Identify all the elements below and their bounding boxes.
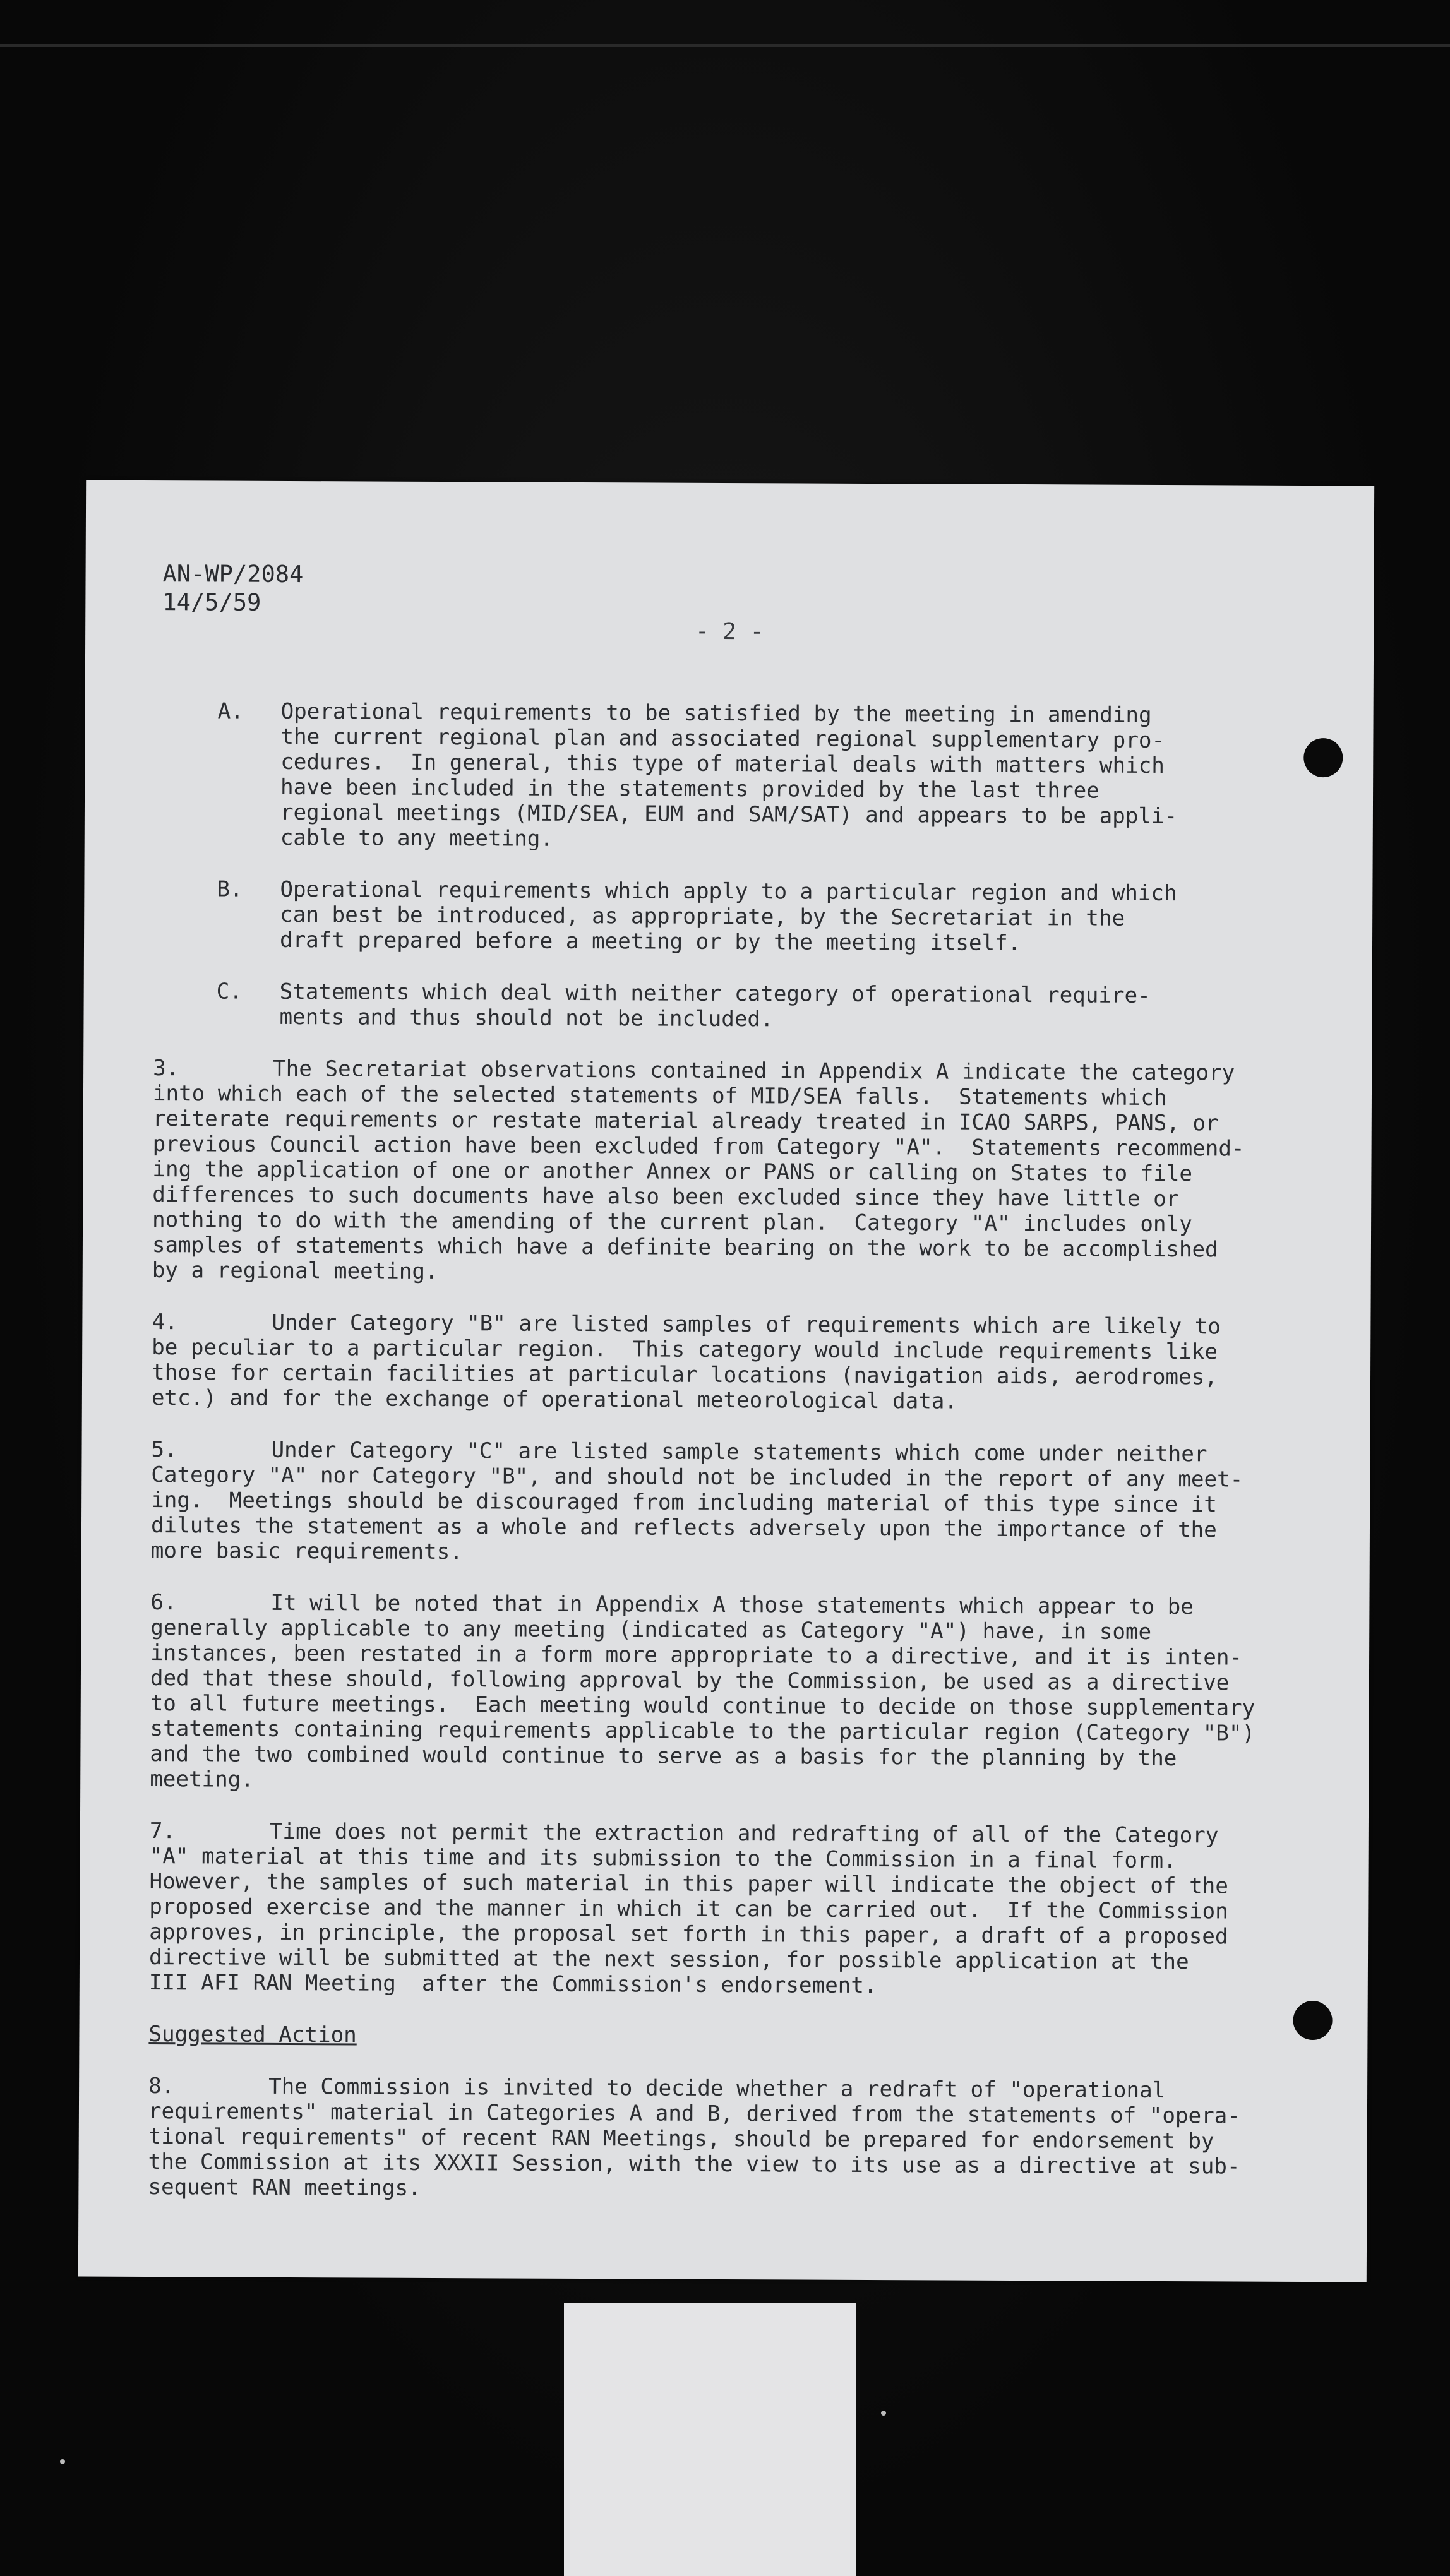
item-marker: 8.: [148, 2073, 175, 2099]
item-marker: C.: [216, 979, 243, 1005]
text-line: those for certain facilities at particular locations (navigation aids, aerodromes,: [151, 1360, 1218, 1390]
text-line: draft prepared before a meeting or by the meeting itself.: [279, 927, 1021, 957]
text-line: ments and thus should not be included.: [279, 1004, 774, 1032]
item-marker: B.: [217, 876, 243, 902]
text-line: ded that these should, following approval by the Commission, be used as a directive: [150, 1666, 1230, 1696]
text-line: the current regional plan and associated regional supplementary pro-: [280, 724, 1165, 754]
text-line: statements containing requirements applicable to the particular region (Category "B"): [150, 1716, 1255, 1746]
document-header: [162, 559, 303, 617]
item-text: [154, 698, 1310, 855]
text-line: Category "A" nor Category "B", and should not be included in the report of any meet-: [151, 1462, 1243, 1493]
text-line: into which each of the selected statements of MID/SEA falls. Statements which: [152, 1081, 1167, 1111]
item-text: [150, 1590, 1306, 1797]
text-line: tional requirements" of recent RAN Meetings, should be prepared for endorsement by: [148, 2124, 1214, 2154]
item-marker: 5.: [151, 1437, 177, 1463]
text-line: the Commission at its XXXII Session, with the view to its use as a directive at sub-: [148, 2149, 1240, 2179]
text-line: be peculiar to a particular region. This category would include requirements like: [152, 1335, 1218, 1365]
paper-stub: [564, 2303, 856, 2576]
item-text: [149, 1818, 1305, 2000]
section-heading: Suggested Action: [148, 2022, 357, 2048]
list-item: [153, 979, 1309, 1034]
text-line: cable to any meeting.: [280, 825, 554, 852]
text-line: approves, in principle, the proposal set forth in this paper, a draft of a proposed: [149, 1919, 1228, 1950]
text-line: previous Council action have been excluded from Category "A". Statements recommend-: [152, 1131, 1245, 1162]
document-page: [78, 480, 1374, 2282]
text-line: differences to such documents have also been excluded since they have little or: [152, 1182, 1180, 1212]
text-line: sequent RAN meetings.: [148, 2174, 421, 2201]
item-marker: 3.: [153, 1056, 179, 1082]
text-line: It will be noted that in Appendix A those statements which appear to be: [270, 1590, 1194, 1620]
text-line: The Commission is invited to decide whether a redraft of "operational: [268, 2073, 1166, 2104]
item-text: [151, 1437, 1307, 1568]
text-line: Time does not permit the extraction and redrafting of all of the Category: [269, 1818, 1219, 1849]
numbered-paragraph: [151, 1437, 1307, 1568]
dust-speck: [881, 2411, 886, 2416]
text-line: proposed exercise and the manner in which it can be carried out. If the Commission: [149, 1894, 1228, 1924]
text-line: Operational requirements to be satisfied by the meeting in amending: [280, 698, 1152, 728]
item-marker: 4.: [152, 1309, 178, 1335]
text-line: cedures. In general, this type of material deals with matters which: [280, 749, 1165, 779]
document-date: 14/5/59: [162, 588, 261, 616]
item-marker: 7.: [149, 1818, 176, 1844]
text-line: have been included in the statements provided by the last three: [280, 774, 1099, 804]
text-line: reiterate requirements or restate material already treated in ICAO SARPS, PANS, or: [152, 1106, 1219, 1136]
item-text: [148, 2073, 1304, 2205]
page-number: - 2 -: [695, 618, 764, 645]
numbered-paragraph: [150, 1590, 1306, 1797]
item-text: [153, 876, 1310, 957]
list-item: [153, 876, 1310, 957]
text-line: samples of statements which have a definite bearing on the work to be accomplished: [152, 1232, 1218, 1263]
text-line: "A" material at this time and its submission to the Commission in a final form.: [149, 1844, 1177, 1874]
item-text: [153, 979, 1309, 1034]
scan-edge-line: [0, 44, 1450, 47]
item-marker: 6.: [150, 1590, 177, 1616]
text-line: can best be introduced, as appropriate, by the Secretariat in the: [280, 902, 1125, 931]
dust-speck: [60, 2459, 65, 2464]
text-line: instances, been restated in a form more appropriate to a directive, and it is inten-: [150, 1640, 1243, 1671]
text-line: Under Category "C" are listed sample statements which come under neither: [271, 1437, 1207, 1467]
numbered-paragraph: [152, 1056, 1309, 1288]
text-line: generally applicable to any meeting (indicated as Category "A") have, in some: [150, 1615, 1152, 1645]
text-line: and the two combined would continue to serve as a basis for the planning by the: [150, 1741, 1177, 1772]
text-line: meeting.: [150, 1767, 254, 1792]
list-item: [154, 698, 1310, 855]
numbered-paragraph: [152, 1309, 1308, 1416]
document-body: [148, 698, 1310, 2231]
text-line: Under Category "B" are listed samples of requirements which are likely to: [272, 1309, 1221, 1340]
item-text: [152, 1056, 1309, 1288]
text-line: Statements which deal with neither category of operational require-: [279, 979, 1151, 1008]
text-line: etc.) and for the exchange of operational meteorological data.: [151, 1385, 958, 1414]
text-line: dilutes the statement as a whole and reflects adversely upon the importance of the: [150, 1513, 1217, 1543]
numbered-paragraph: [149, 1818, 1305, 2000]
text-line: to all future meetings. Each meeting would continue to decide on those supplementary: [150, 1691, 1255, 1721]
item-marker: A.: [217, 698, 244, 724]
text-line: requirements" material in Categories A and B, derived from the statements of "opera-: [148, 2099, 1240, 2129]
text-line: However, the samples of such material in this paper will indicate the object of the: [149, 1869, 1228, 1899]
text-line: by a regional meeting.: [152, 1258, 438, 1285]
item-text: [152, 1309, 1308, 1416]
text-line: ing the application of one or another Annex or PANS or calling on States to file: [152, 1157, 1193, 1187]
text-line: The Secretariat observations contained in Appendix A indicate the category: [273, 1056, 1235, 1086]
text-line: more basic requirements.: [150, 1538, 463, 1565]
text-line: directive will be submitted at the next session, for possible application at the: [148, 1945, 1189, 1975]
document-reference: AN-WP/2084: [162, 560, 304, 588]
text-line: III AFI RAN Meeting after the Commission's endorsement.: [148, 1970, 877, 1999]
text-line: nothing to do with the amending of the current plan. Category "A" includes only: [152, 1207, 1192, 1237]
numbered-paragraph: [148, 2073, 1304, 2205]
text-line: Operational requirements which apply to a particular region and which: [280, 876, 1177, 907]
text-line: ing. Meetings should be discouraged from including material of this type since it: [151, 1488, 1218, 1518]
text-line: regional meetings (MID/SEA, EUM and SAM/SAT) and appears to be appli-: [280, 799, 1178, 830]
